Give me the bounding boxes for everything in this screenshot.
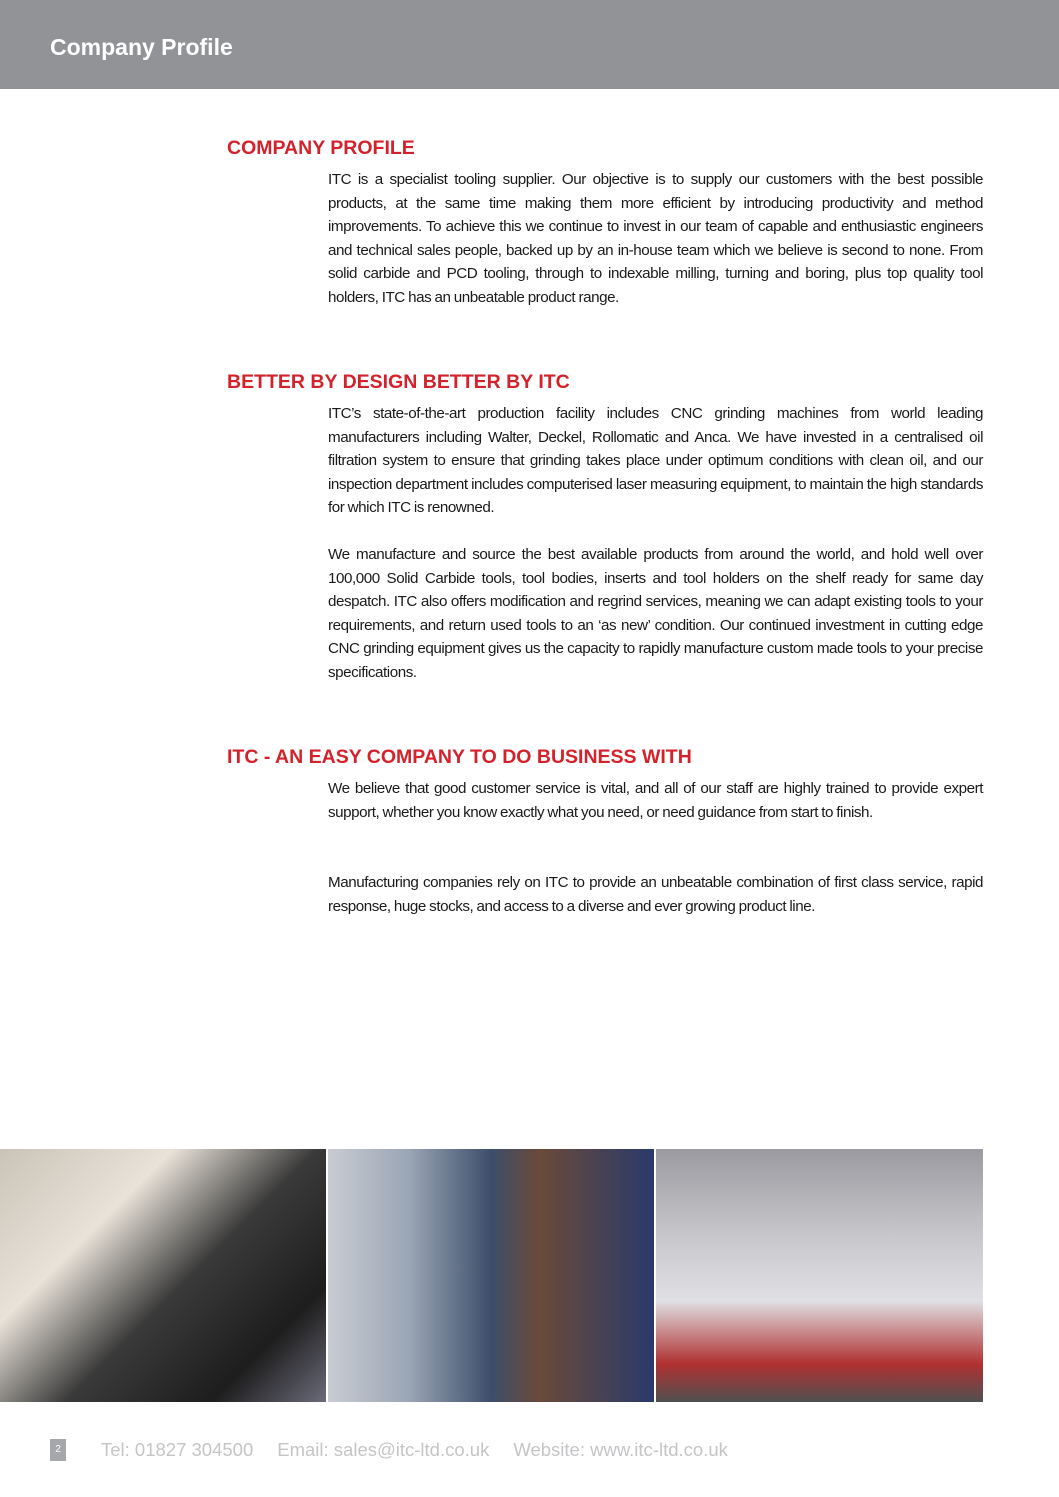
photo-cnc-engineer [328, 1149, 654, 1402]
section-heading: ITC - AN EASY COMPANY TO DO BUSINESS WITH [227, 746, 692, 768]
photo-production-facility [656, 1149, 983, 1402]
section-heading: BETTER BY DESIGN BETTER BY ITC [227, 371, 570, 393]
photo-office-staff [0, 1149, 326, 1402]
footer-email[interactable]: Email: sales@itc-ltd.co.uk [277, 1439, 490, 1460]
footer-tel: Tel: 01827 304500 [101, 1439, 254, 1460]
page-number: 2 [50, 1439, 66, 1461]
paragraph: ITC is a specialist tooling supplier. Our objective is to supply our customers with the best possible products, at the same time making them more efficient by introducing productivity and method improvements. To achieve this we continue to invest in our team of capable and enthusiastic engineers and technical sales people, backed up by an in-house team which we believe is second to none. From solid carbide and PCD tooling, through to indexable milling, turning and boring, plus top quality tool holders, ITC has an unbeatable product range. [328, 171, 983, 306]
header-title: Company Profile [50, 34, 233, 60]
footer-contact [101, 1439, 752, 1461]
footer-website[interactable]: Website: www.itc-ltd.co.uk [513, 1439, 728, 1460]
page-header [0, 0, 1059, 89]
section-heading: COMPANY PROFILE [227, 137, 415, 159]
paragraph: We believe that good customer service is vital, and all of our staff are highly trained to provide expert support, whether you know exactly what you need, or need guidance from start to finish. [328, 780, 983, 821]
paragraph: Manufacturing companies rely on ITC to provide an unbeatable combination of first class service, rapid response, huge stocks, and access to a diverse and ever growing product line. [328, 874, 983, 915]
paragraph: ITC’s state-of-the-art production facility includes CNC grinding machines from world leading manufacturers including Walter, Deckel, Rollomatic and Anca. We have invested in a centralised oil filtration system to ensure that grinding takes place under optimum conditions with clean oil, and our inspection department includes computerised laser measuring equipment, to maintain the high standards for which ITC is renowned. [328, 405, 983, 517]
paragraph: We manufacture and source the best available products from around the world, and hold well over 100,000 Solid Carbide tools, tool bodies, inserts and tool holders on the shelf ready for same day despatch. ITC also offers modification and regrind services, meaning we can adapt existing tools to your requirements, and return used tools to an ‘as new’ condition. Our continued investment in cutting edge CNC grinding equipment gives us the capacity to rapidly manufacture custom made tools to your precise specifications. [328, 546, 983, 681]
